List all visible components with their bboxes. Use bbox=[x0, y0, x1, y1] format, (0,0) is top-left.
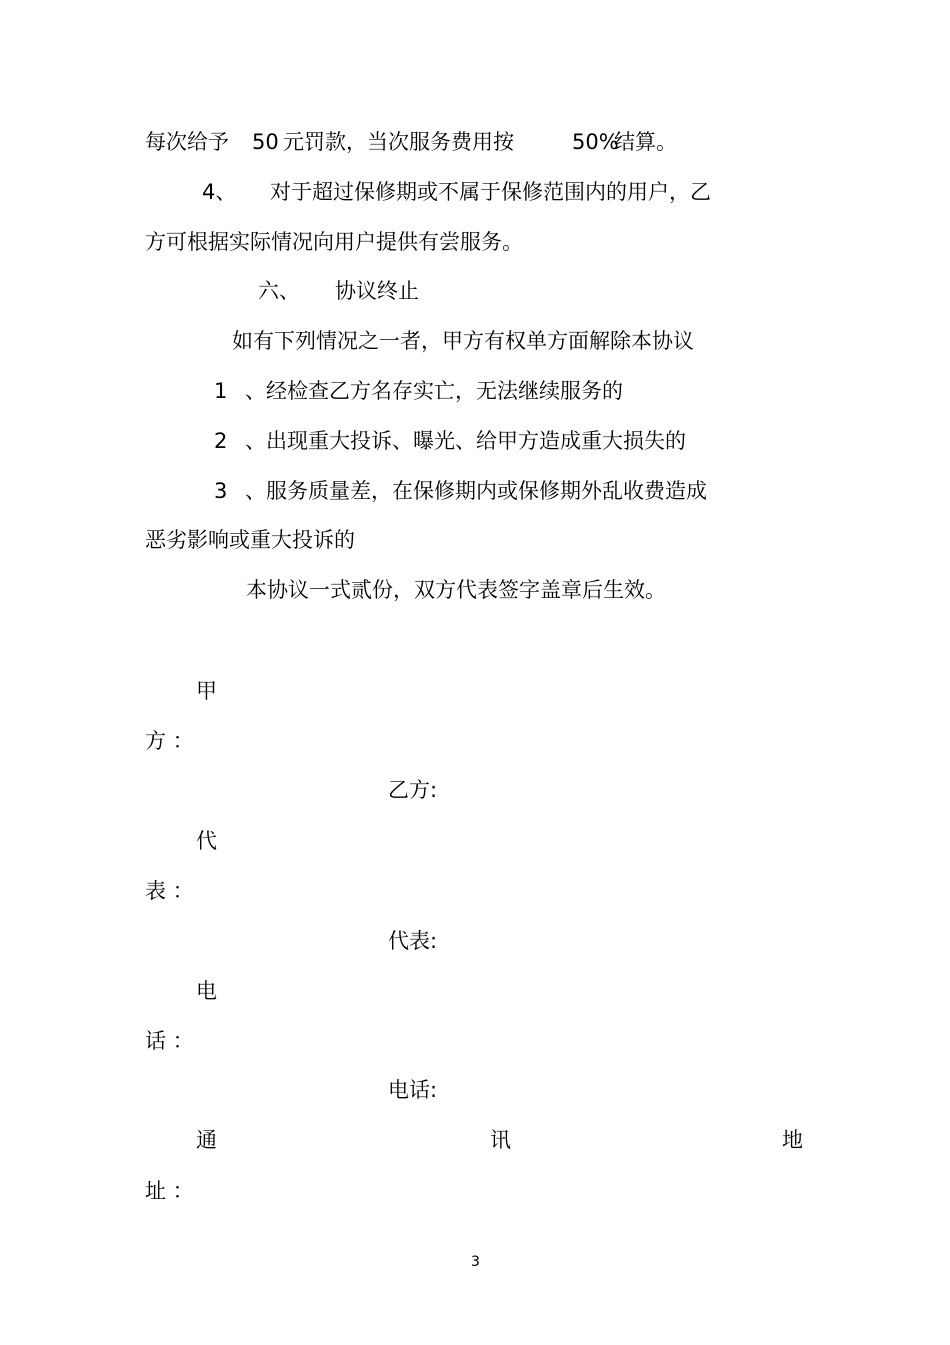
continuation-text-b: 元罚款，当次服务费用按 bbox=[283, 130, 514, 154]
section-6-intro: 如有下列情况之一者，甲方有权单方面解除本协议 bbox=[232, 329, 694, 353]
rep-a-label-char1: 代 bbox=[196, 829, 217, 853]
address-label-char3: 地 bbox=[782, 1128, 803, 1152]
party-b-label: 乙方: bbox=[388, 778, 438, 802]
address-label-char1: 通 bbox=[196, 1128, 217, 1152]
rep-a-label-char2: 表 ： bbox=[145, 879, 194, 903]
phone-a-label-char2: 话 ： bbox=[145, 1029, 194, 1053]
section-6-number: 六、 bbox=[258, 279, 300, 303]
address-label-char2: 讯 bbox=[490, 1128, 511, 1152]
termination-item-text: 、出现重大投诉、曝光、给甲方造成重大损失的 bbox=[245, 429, 686, 453]
phone-b-label: 电话: bbox=[388, 1078, 438, 1102]
item-4-number: 4、 bbox=[202, 180, 237, 204]
section-6-title: 协议终止 bbox=[335, 279, 419, 303]
rep-b-label: 代表: bbox=[388, 929, 438, 953]
item-4-line1: 对于超过保修期或不属于保修范围内的用户，乙 bbox=[270, 180, 711, 204]
address-label-char4: 址 ： bbox=[145, 1179, 194, 1203]
page-number: 3 bbox=[471, 1254, 480, 1270]
continuation-text-a: 每次给予 bbox=[145, 130, 229, 154]
item-4-line2: 方可根据实际情况向用户提供有尝服务。 bbox=[145, 230, 523, 254]
termination-item-number: 3 bbox=[214, 479, 228, 503]
termination-item-continuation: 恶劣影响或重大投诉的 bbox=[145, 528, 355, 552]
termination-item-number: 2 bbox=[214, 429, 228, 453]
settlement-percent: 50% bbox=[572, 130, 619, 154]
termination-item-text: 、经检查乙方名存实亡，无法继续服务的 bbox=[245, 379, 623, 403]
termination-item-number: 1 bbox=[214, 379, 228, 403]
party-a-label-char1: 甲 bbox=[196, 679, 217, 703]
party-a-label-char2: 方 ： bbox=[145, 729, 194, 753]
fine-amount: 50 bbox=[252, 130, 279, 154]
continuation-text-c: 结算。 bbox=[614, 130, 677, 154]
termination-item-text: 、服务质量差，在保修期内或保修期外乱收费造成 bbox=[245, 479, 707, 503]
agreement-closing: 本协议一式贰份，双方代表签字盖章后生效。 bbox=[246, 578, 666, 602]
phone-a-label-char1: 电 bbox=[196, 979, 217, 1003]
